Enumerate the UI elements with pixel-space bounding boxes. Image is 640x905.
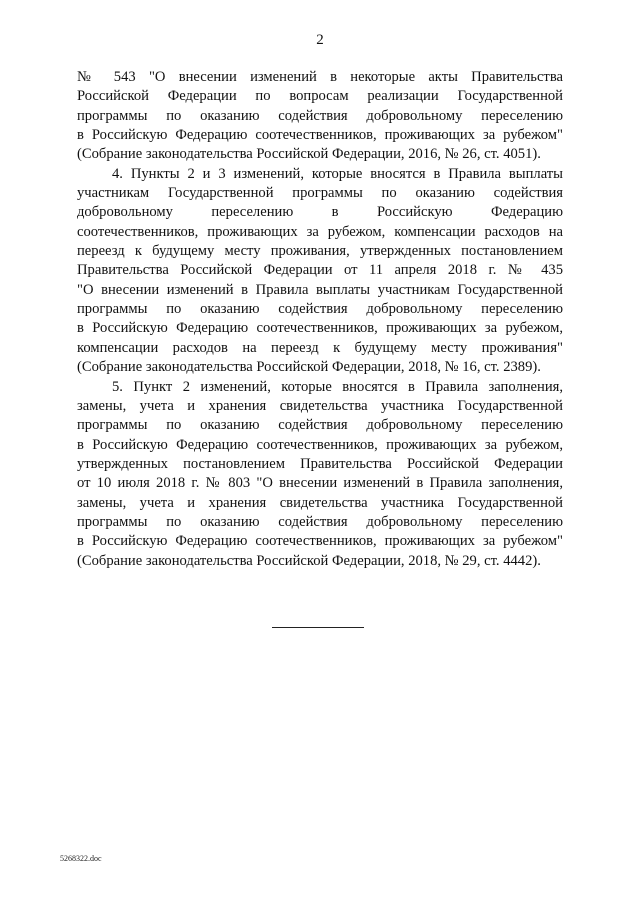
page-number: 2 [316,32,324,48]
text-line: программы по оказанию содействия добровольному переселению [77,417,563,434]
paragraph-item-4 [77,165,563,378]
text-line: замены, учета и хранения свидетельства участника Государственной [77,494,563,511]
text-line: (Собрание законодательства Российской Федерации, 2016, № 26, ст. 4051). [77,146,541,163]
end-separator-line [272,627,364,628]
text-line: от 10 июля 2018 г. № 803 "О внесении изменений в Правила заполнения, [77,475,563,492]
document-body [77,68,563,571]
text-line: замены, учета и хранения свидетельства участника Государственной [77,397,563,414]
text-line: "О внесении изменений в Правила выплаты участникам Государственной [77,281,563,298]
text-line: программы по оказанию содействия добровольному переселению [77,301,563,318]
paragraph-item-5 [77,378,563,571]
text-line: компенсации расходов на переезд к будущему месту проживания" [77,339,563,356]
text-line: программы по оказанию содействия добровольному переселению [77,513,563,530]
text-line: № 543 "О внесении изменений в некоторые акты Правительства [77,69,563,85]
text-line: в Российскую Федерацию соотечественников, проживающих за рубежом" [77,533,563,550]
text-line: (Собрание законодательства Российской Федерации, 2018, № 29, ст. 4442). [77,552,541,569]
text-line: (Собрание законодательства Российской Федерации, 2018, № 16, ст. 2389). [77,359,541,376]
text-line: Правительства Российской Федерации от 11 апреля 2018 г. № 435 [77,262,563,279]
text-line: в Российскую Федерацию соотечественников, проживающих за рубежом" [77,127,563,144]
text-line: добровольному переселению в Российскую Федерацию [77,204,563,221]
text-line: соотечественников, проживающих за рубежом, компенсации расходов на [77,223,563,240]
text-line: Российской Федерации по вопросам реализации Государственной [77,88,563,105]
text-line: программы по оказанию содействия добровольному переселению [77,107,563,124]
footer-file-name: 5268322.doc [60,854,102,863]
text-line: переезд к будущему месту проживания, утвержденных постановлением [77,243,563,260]
text-line: в Российскую Федерацию соотечественников, проживающих за рубежом, [77,436,563,453]
text-line: утвержденных постановлением Правительства Российской Федерации [77,455,563,472]
text-line: 4. Пункты 2 и 3 изменений, которые вносятся в Правила выплаты [112,165,563,182]
paragraph-continuation [77,68,563,165]
text-line: в Российскую Федерацию соотечественников, проживающих за рубежом, [77,320,563,337]
text-line: участникам Государственной программы по оказанию содействия [77,185,563,202]
text-line: 5. Пункт 2 изменений, которые вносятся в Правила заполнения, [112,378,563,395]
